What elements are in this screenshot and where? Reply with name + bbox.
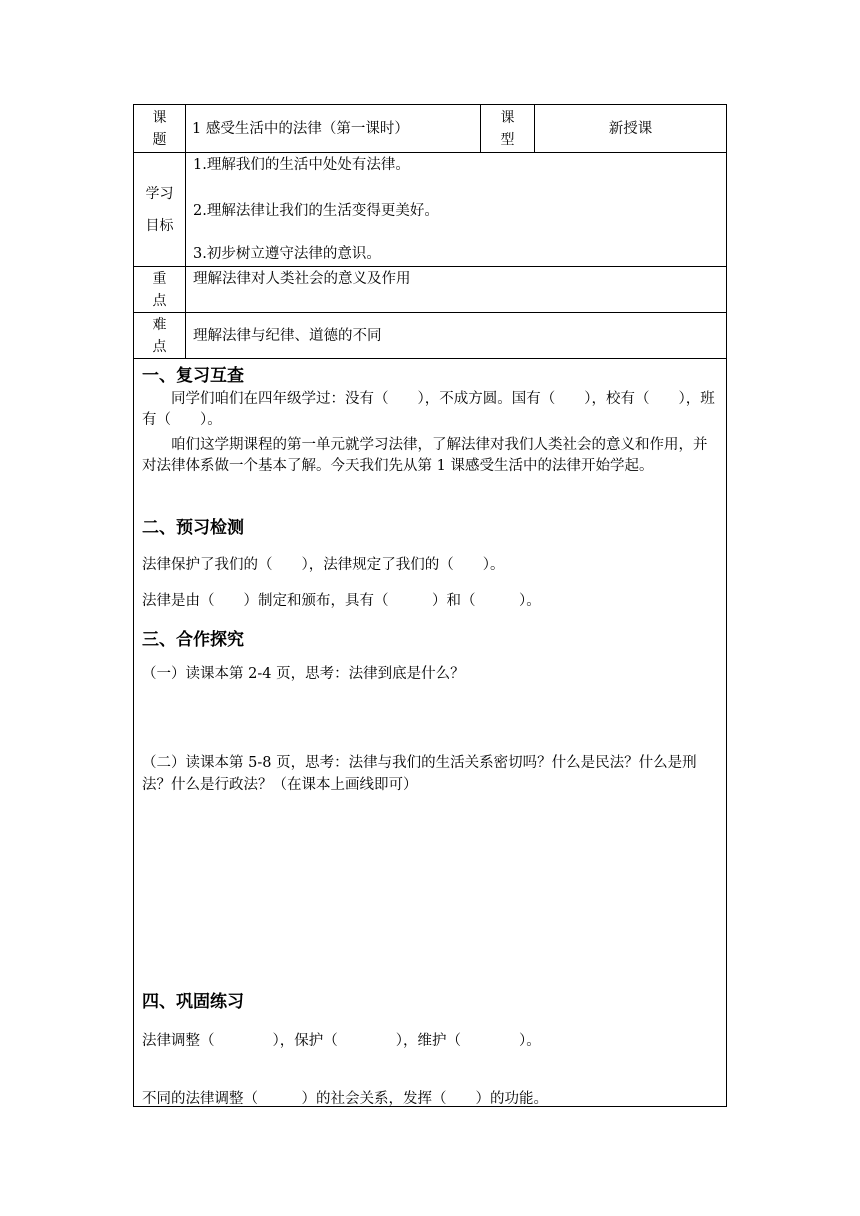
title-row	[134, 105, 726, 153]
key-point-text: 理解法律对人类社会的意义及作用	[193, 271, 411, 287]
title-label-cell	[134, 105, 186, 152]
difficulty-label-1: 难	[152, 316, 167, 333]
lesson-plan-table	[133, 104, 727, 1107]
difficulty-cell	[186, 313, 726, 358]
type-label-2: 型	[500, 131, 515, 148]
difficulty-label-cell	[134, 313, 186, 358]
review-para-1: 同学们咱们在四年级学过：没有（ ），不成方圆。国有（ ），校有（ ），班有（ ）。	[142, 391, 715, 428]
difficulty-text: 理解法律与纪律、道德的不同	[193, 327, 382, 344]
review-para-2: 咱们这学期课程的第一单元就学习法律，了解法律对我们人类社会的意义和作用，并对法律体系做一个基本了解。今天我们先从第 1 课感受生活中的法律开始学起。	[142, 437, 708, 474]
objectives-list	[186, 153, 726, 266]
practice-line-1: 法律调整（ ），保护（ ），维护（ ）。	[142, 1033, 541, 1049]
objectives-label-cell	[134, 153, 186, 266]
review-heading: 一、复习互查	[142, 366, 244, 386]
practice-heading: 四、巩固练习	[142, 992, 244, 1012]
key-point-label-1: 重	[152, 270, 167, 287]
difficulty-label-2: 点	[152, 338, 167, 355]
objective-item-3: 3.初步树立遵守法律的意识。	[193, 246, 381, 262]
objective-item-2: 2.理解法律让我们的生活变得更美好。	[193, 203, 439, 219]
objectives-label-1: 学习	[145, 185, 174, 202]
type-label-cell	[481, 105, 535, 152]
preview-heading: 二、预习检测	[142, 518, 244, 538]
key-point-label-cell	[134, 267, 186, 312]
explore-heading: 三、合作探究	[142, 630, 244, 650]
preview-line-2: 法律是由（ ）制定和颁布，具有（ ）和（ ）。	[142, 593, 541, 609]
preview-line-1: 法律保护了我们的（ ），法律规定了我们的（ ）。	[142, 557, 505, 573]
title-label-2: 题	[152, 131, 167, 148]
objective-item-1: 1.理解我们的生活中处处有法律。	[193, 157, 410, 173]
lesson-body	[134, 359, 726, 1106]
type-value-cell	[535, 105, 726, 152]
key-point-cell	[186, 267, 726, 312]
title-label-1: 课	[152, 109, 167, 126]
lesson-type: 新授课	[608, 120, 653, 137]
type-label-1: 课	[500, 109, 515, 126]
key-point-label-2: 点	[152, 292, 167, 309]
lesson-title: 1 感受生活中的法律（第一课时）	[192, 120, 409, 137]
objectives-row	[134, 153, 726, 267]
title-value-cell	[186, 105, 481, 152]
practice-line-2: 不同的法律调整（ ）的社会关系，发挥（ ）的功能。	[142, 1091, 548, 1107]
objectives-label-2: 目标	[145, 217, 174, 234]
key-point-row	[134, 267, 726, 313]
explore-question-1: （一）读课本第 2-4 页，思考：法律到底是什么？	[142, 666, 465, 682]
difficulty-row	[134, 313, 726, 359]
explore-question-2: （二）读课本第 5-8 页，思考：法律与我们的生活关系密切吗？什么是民法？什么是刑法？什么是行政法？（在课本上画线即可）	[142, 755, 697, 793]
